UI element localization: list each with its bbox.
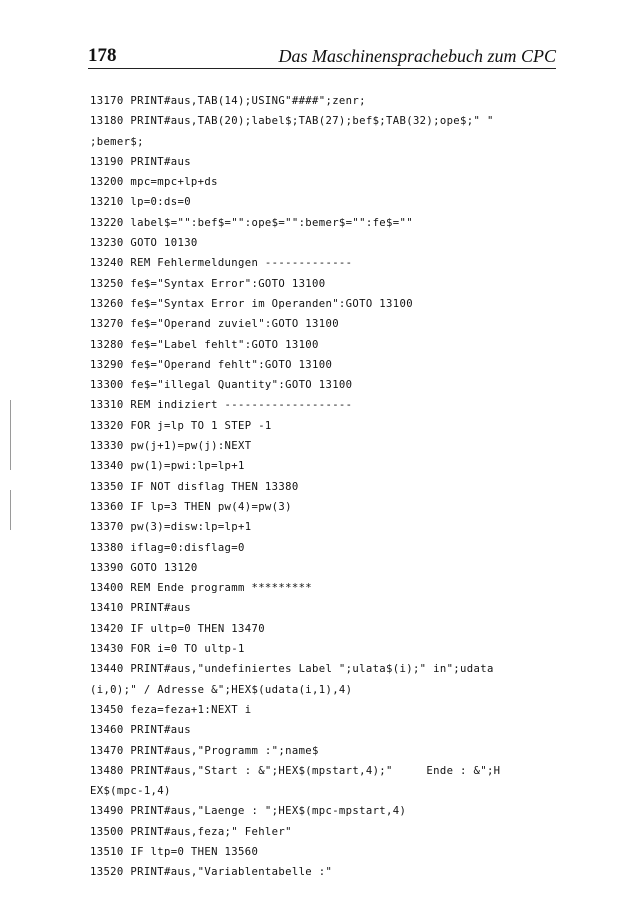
margin-mark xyxy=(10,490,11,530)
code-line: EX$(mpc-1,4) xyxy=(90,785,171,798)
code-line: 13280 fe$="Label fehlt":GOTO 13100 xyxy=(90,338,319,351)
code-line: 13470 PRINT#aus,"Programm :";name$ xyxy=(90,744,319,757)
code-line: 13430 FOR i=0 TO ultp-1 xyxy=(90,643,245,656)
code-line: 13440 PRINT#aus,"undefiniertes Label ";ulata$(i);" in";udata xyxy=(90,663,494,676)
code-line: ;bemer$; xyxy=(90,135,144,148)
code-line: 13200 mpc=mpc+lp+ds xyxy=(90,176,218,189)
code-line: 13190 PRINT#aus xyxy=(90,155,191,168)
code-line: 13300 fe$="illegal Quantity":GOTO 13100 xyxy=(90,379,353,392)
code-line: 13520 PRINT#aus,"Variablentabelle :" xyxy=(90,866,333,879)
margin-mark xyxy=(10,400,11,470)
code-line: 13320 FOR j=lp TO 1 STEP -1 xyxy=(90,419,272,432)
page-header xyxy=(88,44,556,69)
code-line: 13220 label$="":bef$="":ope$="":bemer$="":fe$="" xyxy=(90,216,413,229)
code-line: (i,0);" / Adresse &";HEX$(udata(i,1),4) xyxy=(90,683,353,696)
code-line: 13250 fe$="Syntax Error":GOTO 13100 xyxy=(90,277,326,290)
basic-code-listing xyxy=(90,91,580,883)
code-line: 13310 REM indiziert ------------------- xyxy=(90,399,353,412)
code-line: 13170 PRINT#aus,TAB(14);USING"####";zenr; xyxy=(90,95,366,107)
code-line: 13500 PRINT#aus,feza;" Fehler" xyxy=(90,825,292,838)
code-line: 13460 PRINT#aus xyxy=(90,724,191,737)
code-line: 13330 pw(j+1)=pw(j):NEXT xyxy=(90,440,252,453)
code-line: 13510 IF ltp=0 THEN 13560 xyxy=(90,845,259,858)
code-line: 13210 lp=0:ds=0 xyxy=(90,196,191,209)
code-line: 13350 IF NOT disflag THEN 13380 xyxy=(90,480,299,493)
code-line: 13260 fe$="Syntax Error im Operanden":GOTO 13100 xyxy=(90,297,413,310)
code-line: 13180 PRINT#aus,TAB(20);label$;TAB(27);bef$;TAB(32);ope$;" " xyxy=(90,115,494,128)
code-line: 13380 iflag=0:disflag=0 xyxy=(90,541,245,554)
code-line: 13420 IF ultp=0 THEN 13470 xyxy=(90,622,265,635)
code-line: 13490 PRINT#aus,"Laenge : ";HEX$(mpc-mpstart,4) xyxy=(90,805,407,818)
code-line: 13410 PRINT#aus xyxy=(90,602,191,615)
code-line: 13450 feza=feza+1:NEXT i xyxy=(90,703,252,716)
code-line: 13270 fe$="Operand zuviel":GOTO 13100 xyxy=(90,318,339,331)
code-line: 13290 fe$="Operand fehlt":GOTO 13100 xyxy=(90,358,333,371)
code-line: 13340 pw(1)=pwi:lp=lp+1 xyxy=(90,460,245,473)
code-line: 13390 GOTO 13120 xyxy=(90,561,198,574)
code-line: 13370 pw(3)=disw:lp=lp+1 xyxy=(90,521,252,534)
page-number: 178 xyxy=(88,45,117,66)
code-line: 13360 IF lp=3 THEN pw(4)=pw(3) xyxy=(90,500,292,513)
code-line: 13400 REM Ende programm ********* xyxy=(90,582,313,595)
code-line: 13240 REM Fehlermeldungen ------------- xyxy=(90,257,353,270)
running-title: Das Maschinensprachebuch zum CPC xyxy=(278,46,556,66)
code-line: 13230 GOTO 10130 xyxy=(90,237,198,250)
code-line: 13480 PRINT#aus,"Start : &";HEX$(mpstart,4);" Ende : &";H xyxy=(90,764,501,777)
